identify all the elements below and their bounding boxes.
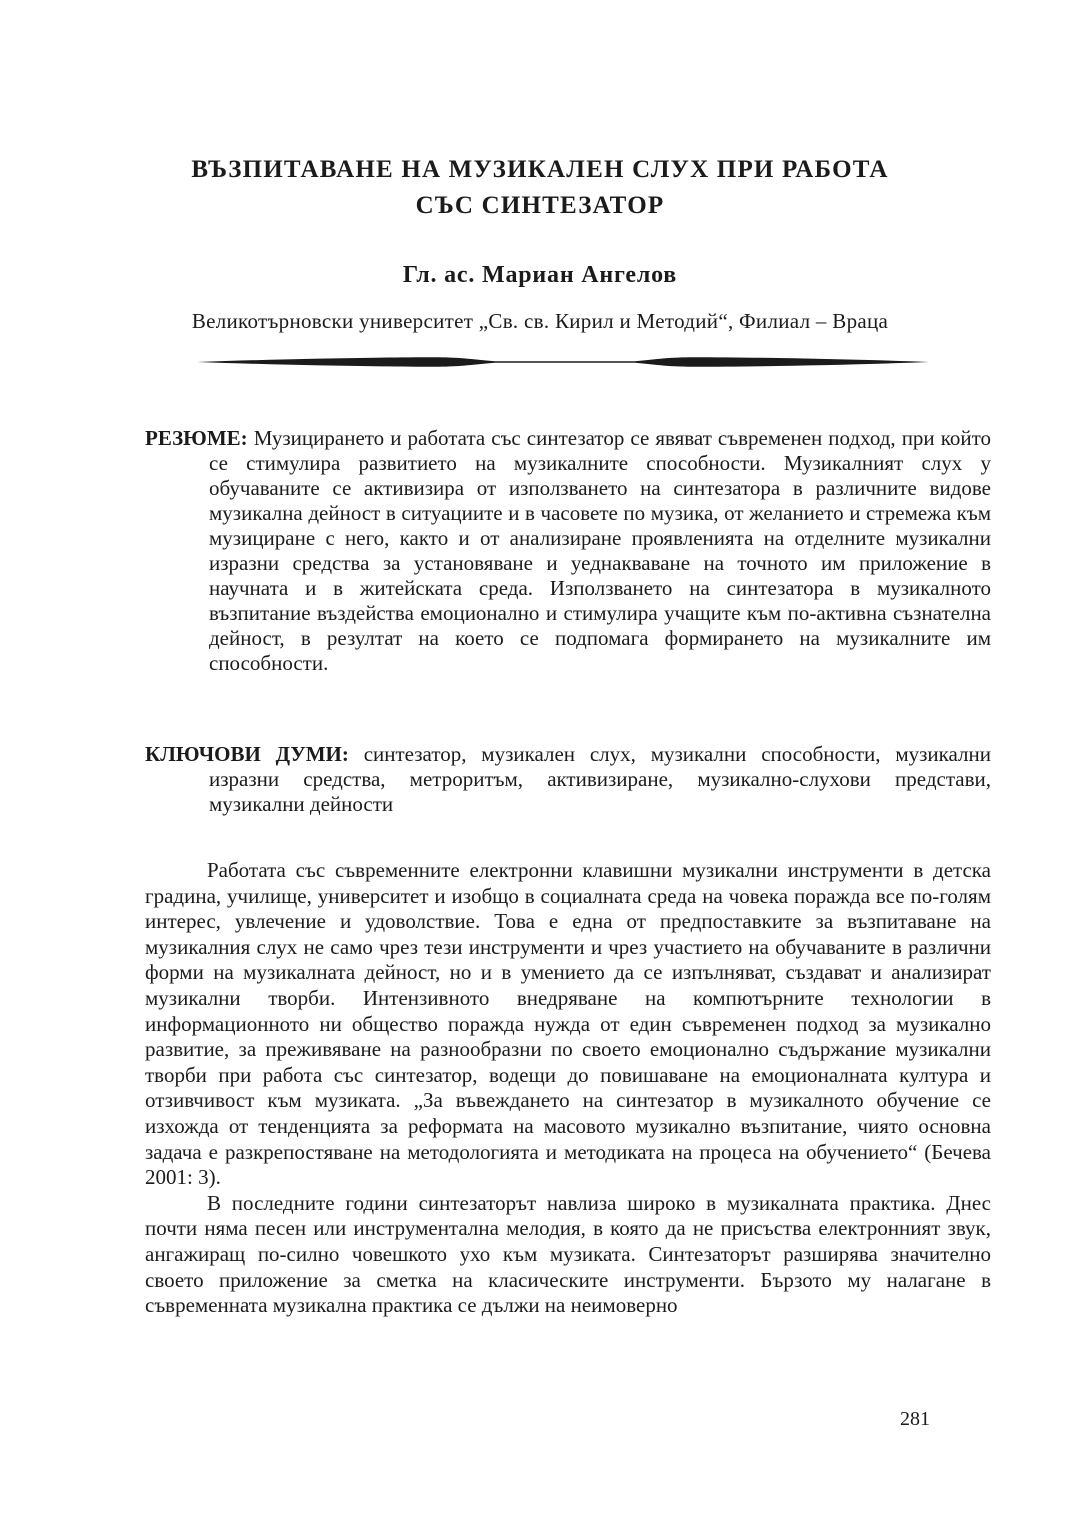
- abstract-section: [145, 426, 991, 676]
- keywords-label: КЛЮЧОВИ ДУМИ:: [145, 742, 349, 766]
- body-paragraph-1: Работата със съвременните електронни клавишни музикални инструменти в детска градина, училище, университет и изобщо в социалната среда на човека поражда все по-голям интерес, увлечение и удоволствие. Това е една от предпоставките за възпитаване на музикалния слух не само чрез тези инструменти и чрез участието на обучаваните в различни форми на музикалната дейност, но и в умението да се изпълняват, създават и анализират музикални творби. Интензивното внедряване на компютърните технологии в информационното ни общество поражда нужда от един съвременен подход за музикално развитие, за преживяване на разнообразни по своето емоционално съдържание музикални творби при работа със синтезатор, водещи до повишаване на емоционалната култура и отзивчивост към музиката. „За въвеждането на синтезатор в музикалното обучение се изхожда от тенденцията за реформата на масовото музикално възпитание, чиято основна задача е разкрепостяване на методологията и методиката на процеса на обучението“ (Бечева 2001: 3).: [145, 858, 991, 1190]
- abstract-text: Музицирането и работата със синтезатор се явяват съвременен подход, при който се стимулира развитието на музикалните способности. Музикалният слух у обучаваните се активизира от използването на синтезатора в различните видове музикална дейност в ситуациите и в часовете по музика, от желанието и стремежа към музициране с него, както и от анализиране проявленията на отделните музикални изразни средства за установяване и уеднакваване на точното им приложение в научната и в житейската среда. Използването на синтезатора в музикалното възпитание въздейства емоционално и стимулира учащите към по-активна съзнателна дейност, в резултат на което се подпомага формирането на музикалните им способности.: [209, 426, 991, 675]
- keywords-section: [145, 742, 991, 817]
- author-affiliation: Великотърновски университет „Св. св. Кирил и Методий“, Филиал – Враца: [191, 309, 889, 333]
- article-title: [140, 152, 940, 224]
- keywords-text: синтезатор, музикален слух, музикални способности, музикални изразни средства, метроритъм, активизиране, музикално-слухови представи, музикални дейности: [209, 742, 992, 816]
- page-number: 281: [900, 1408, 930, 1430]
- ornamental-divider: [195, 355, 931, 369]
- body-text: [145, 858, 991, 1319]
- body-paragraph-2: В последните години синтезаторът навлиза широко в музикалната практика. Днес почти няма песен или инструментална мелодия, в която да не присъства електронният звук, ангажиращ по-силно човешкото ухо към музиката. Синтезаторът разширява значително своето приложение за сметка на класическите инструменти. Бързото му налагане в съвременната музикална практика се дължи на неимоверно: [145, 1190, 991, 1318]
- title-line-2: СЪС СИНТЕЗАТОР: [415, 192, 665, 219]
- abstract-label: РЕЗЮМЕ:: [145, 426, 248, 450]
- title-line-1: ВЪЗПИТАВАНЕ НА МУЗИКАЛЕН СЛУХ ПРИ РАБОТА: [191, 156, 889, 183]
- author-name: Гл. ас. Мариан Ангелов: [402, 262, 678, 288]
